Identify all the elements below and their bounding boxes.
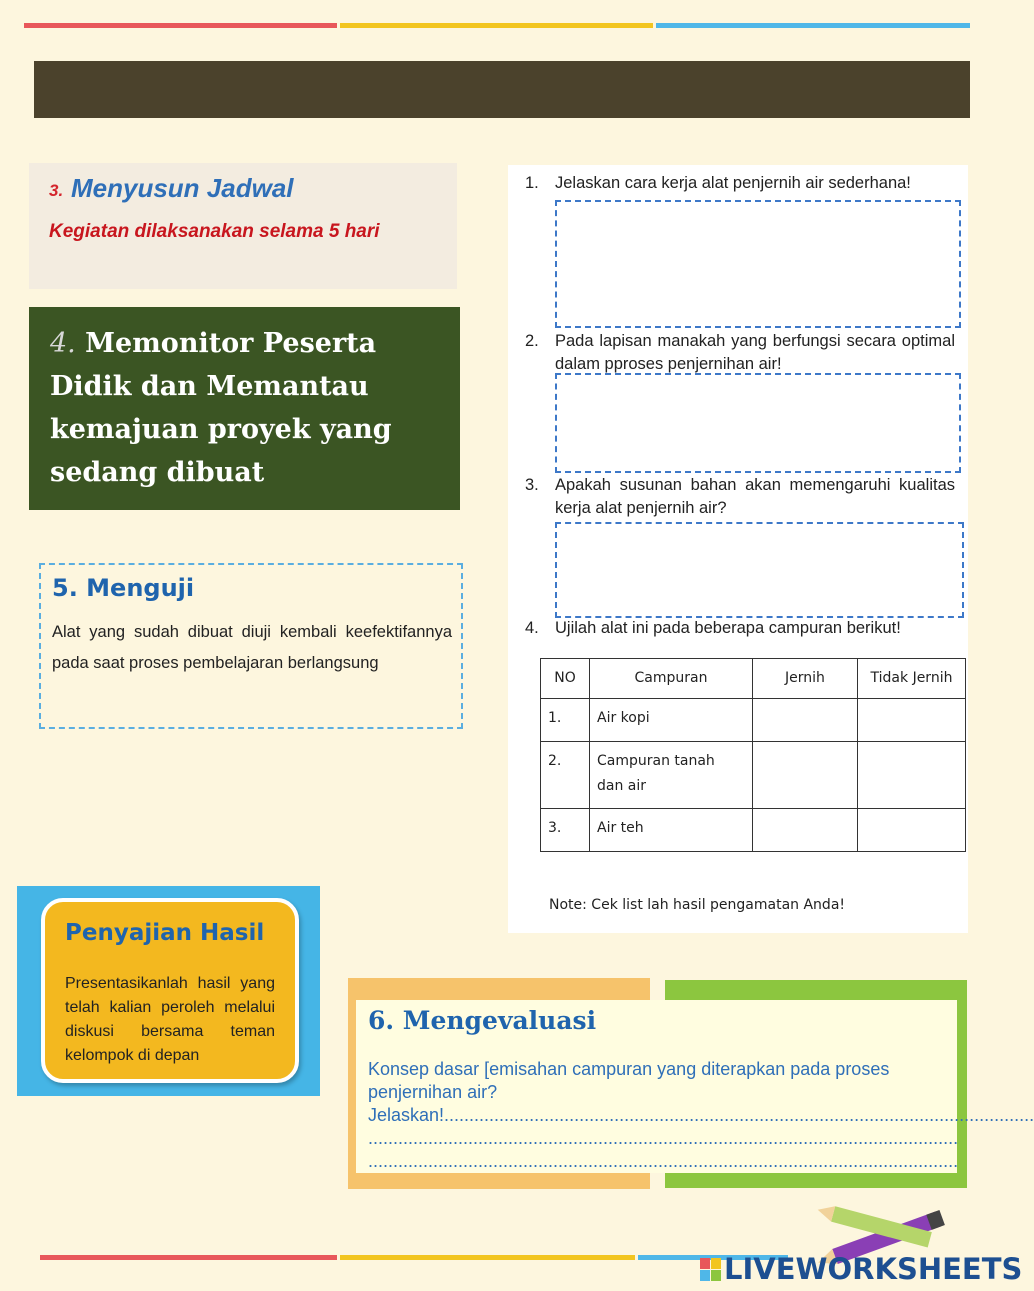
header-tidak-jernih: Tidak Jernih — [858, 659, 966, 699]
table-note: Note: Cek list lah hasil pengamatan Anda! — [549, 897, 846, 913]
presentation-section — [17, 886, 320, 1096]
section-3-heading: Menyusun Jadwal — [71, 173, 294, 203]
question-text: Apakah susunan bahan akan memengaruhi kualitas kerja alat penjernih air? — [555, 476, 955, 517]
bottom-stripe-yellow — [340, 1255, 635, 1260]
evaluation-answer-line-1[interactable] — [368, 1104, 1034, 1127]
cell-jernih-checkbox[interactable] — [753, 809, 858, 852]
presentation-body: Presentasikanlah hasil yang telah kalian peroleh melalui diskusi bersama teman kelompok di depan — [65, 975, 275, 1064]
evaluation-prompt: Jelaskan! — [368, 1105, 445, 1125]
cell-tidak-jernih-checkbox[interactable] — [858, 809, 966, 852]
cell-no: 3. — [541, 809, 590, 852]
question-number: 3. — [525, 476, 539, 494]
cell-no: 1. — [541, 699, 590, 742]
header-no: NO — [541, 659, 590, 699]
top-stripe-blue — [656, 23, 970, 28]
section-4-monitor — [29, 307, 460, 510]
evaluation-heading: 6. Mengevaluasi — [368, 1006, 597, 1035]
question-number: 1. — [525, 174, 539, 192]
section-3-number: 3. — [49, 181, 64, 200]
evaluation-question: Konsep dasar [emisahan campuran yang diterapkan pada proses penjernihan air? — [368, 1059, 890, 1102]
evaluation-answer-line-2[interactable]: ...................................................................................................................... — [368, 1128, 959, 1148]
observation-table — [540, 658, 966, 852]
section-5-test — [39, 563, 463, 729]
bottom-stripe-red — [40, 1255, 337, 1260]
table-row — [541, 809, 966, 852]
evaluation-section — [356, 1000, 1034, 1173]
question-text: Jelaskan cara kerja alat penjernih air sederhana! — [555, 174, 911, 192]
section-5-heading: 5. Menguji — [52, 574, 195, 602]
section-4-number: 4. — [50, 328, 76, 359]
section-3-schedule — [29, 163, 457, 289]
table-row — [541, 699, 966, 742]
table-header-row — [541, 659, 966, 699]
question-number: 2. — [525, 332, 539, 350]
header-jernih: Jernih — [753, 659, 858, 699]
section-3-subtext: Kegiatan dilaksanakan selama 5 hari — [49, 221, 380, 242]
answer-box-3[interactable] — [555, 522, 964, 618]
header-campuran: Campuran — [590, 659, 753, 699]
answer-box-1[interactable] — [555, 200, 961, 328]
cell-campuran: Campuran tanah dan air — [590, 742, 753, 809]
question-3 — [525, 474, 955, 520]
answer-dots: ...................................................................................................................... — [444, 1105, 1034, 1125]
cell-jernih-checkbox[interactable] — [753, 699, 858, 742]
presentation-card — [41, 898, 299, 1083]
table-row — [541, 742, 966, 809]
question-text: Ujilah alat ini pada beberapa campuran berikut! — [555, 619, 901, 637]
evaluation-body — [368, 1058, 1034, 1173]
cell-jernih-checkbox[interactable] — [753, 742, 858, 809]
section-5-body: Alat yang sudah dibuat diuji kembali keefektifannya pada saat proses pembelajaran berlangsung — [52, 623, 452, 672]
cell-tidak-jernih-checkbox[interactable] — [858, 699, 966, 742]
cell-campuran: Air kopi — [590, 699, 753, 742]
answer-box-2[interactable] — [555, 373, 961, 473]
cell-tidak-jernih-checkbox[interactable] — [858, 742, 966, 809]
evaluation-answer-line-3[interactable]: ...................................................................................................................... — [368, 1151, 959, 1171]
cell-no: 2. — [541, 742, 590, 809]
liveworksheets-badge-icon — [700, 1258, 722, 1282]
top-stripe-red — [24, 23, 337, 28]
title-bar — [34, 61, 970, 118]
question-1 — [525, 172, 955, 195]
question-text: Pada lapisan manakah yang berfungsi secara optimal dalam pproses penjernihan air! — [555, 332, 955, 373]
liveworksheets-logo: LIVEWORKSHEETS — [724, 1252, 1023, 1286]
section-4-heading — [50, 322, 450, 494]
question-4 — [525, 617, 955, 640]
question-number: 4. — [525, 619, 539, 637]
cell-campuran: Air teh — [590, 809, 753, 852]
presentation-heading: Penyajian Hasil — [65, 920, 265, 946]
questions-panel — [508, 165, 968, 933]
top-stripe-yellow — [340, 23, 653, 28]
question-2 — [525, 330, 955, 376]
section-4-heading-text: Memonitor Peserta Didik dan Memantau kemajuan proyek yang sedang dibuat — [50, 328, 392, 488]
